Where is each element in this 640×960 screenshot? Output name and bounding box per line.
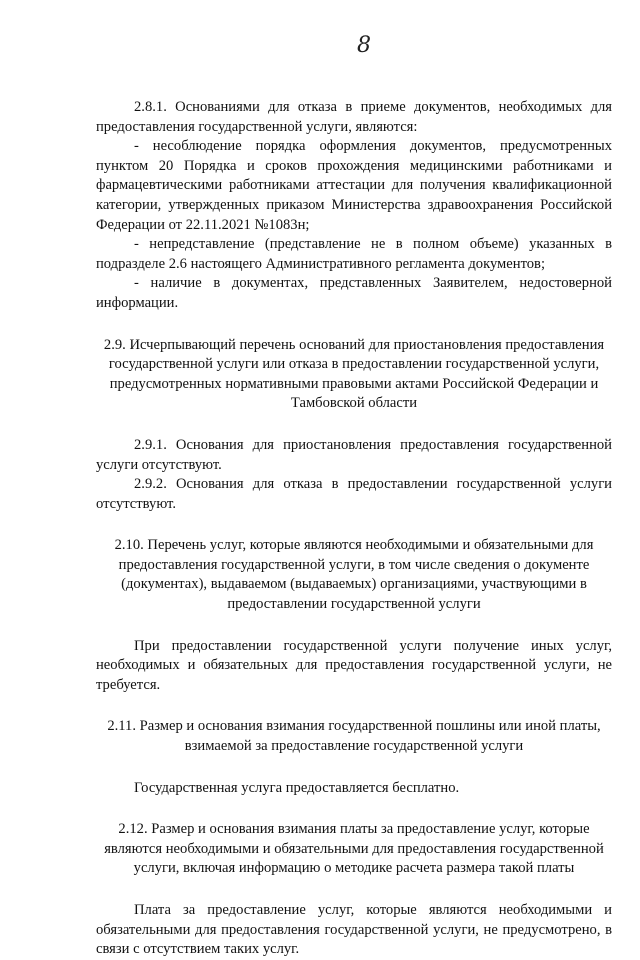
section-heading-2-12: 2.12. Размер и основания взимания платы за предоставление услуг, которые являются необходимыми и обязательными для предоставления государственной услуги, включая информацию о методике расчета размера такой платы xyxy=(104,821,604,877)
paragraph-2-8-1-item-1: - несоблюдение порядка оформления документов, предусмотренных пунктом 20 Порядка и сроков прохождения медицинскими работниками и фармацевтическими работниками аттестации для получения квалификационной категории, утвержденных приказом Министерства здравоохранения Российской Федерации от 22.11.2021 №1083н; xyxy=(96,138,612,233)
section-heading-2-10: 2.10. Перечень услуг, которые являются необходимыми и обязательными для предоставления государственной услуги, в том числе сведения о документе (документах), выдаваемом (выдаваемых) организациями, участвующими в предоставлении государственной услуги xyxy=(114,537,594,613)
paragraph-2-10-1: При предоставлении государственной услуги получение иных услуг, необходимых и обязательных для предоставления государственной услуги, не требуется. xyxy=(96,637,612,693)
paragraph-2-8-1-item-3: - наличие в документах, представленных Заявителем, недостоверной информации. xyxy=(96,275,612,311)
paragraph-2-9-2: 2.9.2. Основания для отказа в предоставлении государственной услуги отсутствуют. xyxy=(96,476,612,512)
document-body xyxy=(96,98,612,960)
section-heading-2-11: 2.11. Размер и основания взимания государственной пошлины или иной платы, взимаемой за предоставление государственной услуги xyxy=(107,718,601,755)
paragraph-2-11-1: Государственная услуга предоставляется бесплатно. xyxy=(134,779,460,796)
page-number: 8 xyxy=(357,33,371,58)
paragraph-2-12-1: Плата за предоставление услуг, которые являются необходимыми и обязательными для предоставления государственной услуги, не предусмотрено, в связи с отсутствием таких услуг. xyxy=(96,902,612,958)
section-heading-2-9: 2.9. Исчерпывающий перечень оснований для приостановления предоставления государственной услуги или отказа в предоставлении государственной услуги, предусмотренных нормативными правовыми актами Российской Федерации и Тамбовской области xyxy=(103,336,605,412)
paragraph-2-8-1-intro: 2.8.1. Основаниями для отказа в приеме документов, необходимых для предоставления государственной услуги, являются: xyxy=(96,99,612,135)
paragraph-2-8-1-item-2: - непредставление (представление не в полном объеме) указанных в подразделе 2.6 настоящего Административного регламента документов; xyxy=(96,236,612,272)
paragraph-2-9-1: 2.9.1. Основания для приостановления предоставления государственной услуги отсутствуют. xyxy=(96,436,612,473)
